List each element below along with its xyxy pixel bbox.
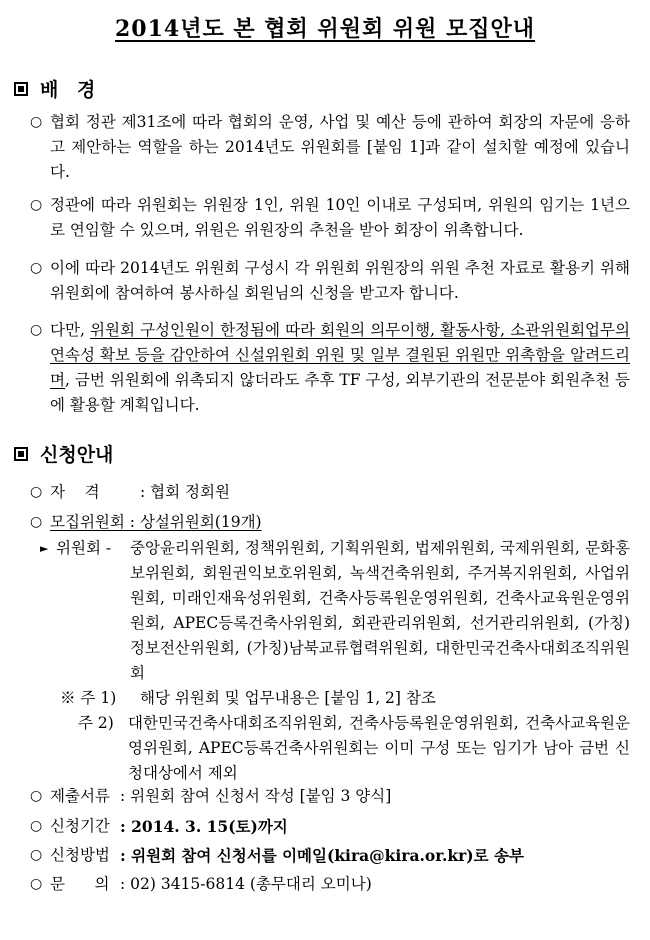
paragraph-text [50, 318, 630, 418]
documents-value: : 위원회 참여 신청서 작성 [붙임 3 양식] [120, 787, 392, 805]
underlined-notice: 위원회 구성인원이 한정됨에 따라 회원의 의무이행, 활동사항, 소관위원회업무의 연속성 확보 등을 감안하여 신설위원회 위원 및 일부 결원된 위원만 위촉함을 알려드리며 [50, 321, 630, 389]
period-row [30, 814, 630, 839]
background-paragraph-3 [30, 256, 630, 306]
committee-label: 위원회 - [56, 539, 112, 557]
circle-bullet-icon: ○ [30, 260, 43, 276]
method-value: : 위원회 참여 신청서를 이메일(kira@kira.or.kr)로 송부 [120, 846, 524, 865]
background-paragraph-2 [30, 193, 630, 243]
note-1 [60, 686, 630, 711]
recruit-row [30, 510, 630, 535]
method-label: 신청방법 [50, 846, 110, 864]
committee-names: 중앙윤리위원회, 정책위원회, 기획위원회, 법제위원회, 국제위원회, 문화홍보위원회, 회원권익보호위원회, 녹색건축위원회, 주거복지위원회, 사업위원회, 미래인재육성위원회, 건축사등록원운영위원회, 건축사교육원운영위원회, APEC등록건축사위원회, 회관관리위원회, 선거관리위원회, (가칭)정보전산위원회, (가칭)남북교류협력위원회, 대한민국건축사대회조직위원회 [130, 539, 630, 682]
paragraph-text: 정관에 따라 위원회는 위원장 1인, 위원 10인 이내로 구성되며, 위원의 임기는 1년으로 연임할 수 있으며, 위원은 위원장의 추천을 받아 회장이 위촉합니다. [50, 196, 630, 239]
note-2 [78, 711, 630, 786]
note-text: 해당 위원회 및 업무내용은 [붙임 1, 2] 참조 [140, 689, 436, 707]
section-heading-label: 배 경 [40, 79, 102, 101]
paragraph-text: 협회 정관 제31조에 따라 협회의 운영, 사업 및 예산 등에 관하여 회장의 자문에 응하고 제안하는 역할을 하는 2014년도 위원회를 [붙임 1]과 같이 설치할 예정에 있습니다. [50, 113, 630, 181]
circle-bullet-icon: ○ [30, 818, 43, 834]
circle-bullet-icon: ○ [30, 876, 43, 892]
committee-list [40, 536, 630, 686]
triangle-arrow-icon: ► [40, 542, 49, 555]
background-paragraph-1 [30, 110, 630, 185]
documents-row [30, 784, 630, 809]
background-paragraph-4 [30, 318, 630, 418]
circle-bullet-icon: ○ [30, 197, 43, 213]
square-bullet-icon [14, 447, 28, 461]
method-row [30, 843, 630, 868]
qualification-label: 자 격 [50, 483, 100, 501]
circle-bullet-icon: ○ [30, 514, 43, 530]
circle-bullet-icon: ○ [30, 322, 43, 338]
inquiry-row [30, 872, 630, 897]
section-heading-label: 신청안내 [40, 444, 114, 466]
inquiry-value: : 02) 3415-6814 (총무대리 오미나) [120, 875, 372, 893]
period-value: : 2014. 3. 15(토)까지 [120, 817, 288, 836]
recruit-text: 모집위원회 : 상설위원회(19개) [50, 513, 262, 531]
circle-bullet-icon: ○ [30, 484, 43, 500]
qualification-row [30, 480, 630, 505]
paragraph-suffix: , 금번 위원회에 위촉되지 않더라도 추후 TF 구성, 외부기관의 전문분야 회원추천 등에 활용할 계획입니다. [50, 371, 630, 414]
circle-bullet-icon: ○ [30, 847, 43, 863]
documents-label: 제출서류 [50, 787, 110, 805]
inquiry-label: 문 의 [50, 875, 110, 893]
period-label: 신청기간 [50, 817, 110, 835]
section-application-heading [14, 440, 113, 467]
section-background-heading [14, 75, 101, 102]
qualification-value: : 협회 정회원 [140, 483, 230, 501]
note-text: 대한민국건축사대회조직위원회, 건축사등록원운영위원회, 건축사교육원운영위원회, APEC등록건축사위원회는 이미 구성 또는 임기가 남아 금번 신청대상에서 제외 [128, 714, 630, 782]
paragraph-prefix: 다만, [50, 321, 91, 339]
square-bullet-icon [14, 82, 28, 96]
note-label: ※ 주 1) [60, 689, 117, 707]
circle-bullet-icon: ○ [30, 788, 43, 804]
note-label: 주 2) [78, 714, 114, 732]
paragraph-text: 이에 따라 2014년도 위원회 구성시 각 위원회 위원장의 위원 추천 자료로 활용키 위해 위원회에 참여하여 봉사하실 회원님의 신청을 받고자 합니다. [50, 259, 630, 302]
circle-bullet-icon: ○ [30, 114, 43, 130]
page-title: 2014년도 본 협회 위원회 위원 모집안내 [114, 16, 536, 42]
